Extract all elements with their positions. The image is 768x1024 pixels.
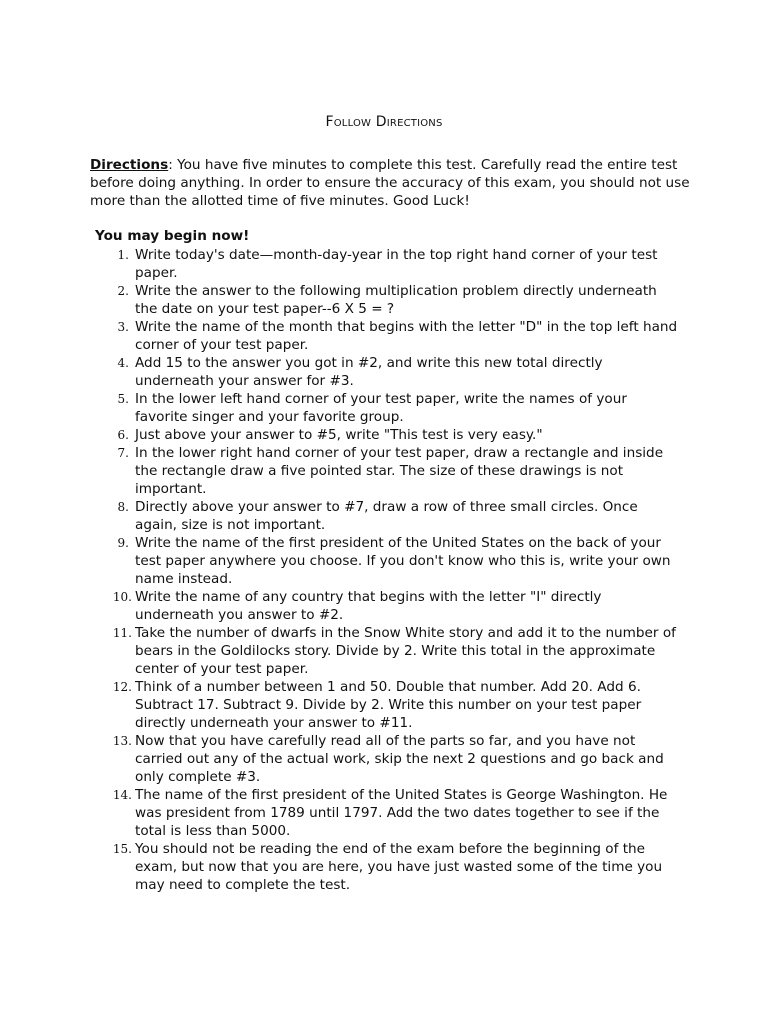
item-text: The name of the first president of the United States is George Washington. He was president from 1789 until 1797. Add the two dates together to see if the total is less than 5000.: [135, 787, 668, 839]
item-number: 5.: [117, 392, 129, 406]
item-text: Write the name of the first president of the United States on the back of your test paper anywhere you choose. If you don't know who this is, write your own name instead.: [135, 535, 671, 587]
item-number: 1.: [117, 248, 129, 262]
item-number: 13.: [112, 734, 132, 748]
list-item: [117, 390, 683, 426]
instruction-list: [0, 246, 683, 894]
item-text: Directly above your answer to #7, draw a row of three small circles. Once again, size is not important.: [135, 499, 638, 533]
item-number: 11.: [112, 626, 132, 640]
page-title: Follow Directions: [325, 114, 443, 130]
item-text: Think of a number between 1 and 50. Double that number. Add 20. Add 6. Subtract 17. Subtract 9. Divide by 2. Write this number on your test paper directly underneath your answer to #11.: [135, 679, 642, 731]
item-number: 9.: [117, 536, 129, 550]
directions-paragraph: [90, 156, 690, 210]
list-item: [117, 318, 683, 354]
list-item: [117, 282, 683, 318]
list-item: [112, 732, 683, 786]
item-text: Just above your answer to #5, write "This test is very easy.": [135, 427, 543, 443]
list-item: [112, 588, 683, 624]
item-number: 3.: [117, 320, 129, 334]
item-text: Write the name of any country that begins with the letter "I" directly underneath you answer to #2.: [135, 589, 602, 623]
list-item: [117, 354, 683, 390]
item-number: 7.: [117, 446, 129, 460]
item-number: 2.: [117, 284, 129, 298]
item-number: 8.: [117, 500, 129, 514]
list-item: [117, 534, 683, 588]
item-text: Write the answer to the following multiplication problem directly underneath the date on your test paper--6 X 5 = ?: [135, 283, 657, 317]
item-text: Write the name of the month that begins with the letter "D" in the top left hand corner of your test paper.: [135, 319, 678, 353]
item-text: In the lower right hand corner of your test paper, draw a rectangle and inside the rectangle draw a five pointed star. The size of these drawings is not important.: [135, 445, 664, 497]
item-number: 14.: [112, 788, 132, 802]
begin-heading: You may begin now!: [95, 228, 250, 244]
list-item: [117, 498, 683, 534]
list-item: [112, 624, 683, 678]
item-text: Take the number of dwarfs in the Snow White story and add it to the number of bears in the Goldilocks story. Divide by 2. Write this total in the approximate center of your test paper.: [135, 625, 676, 677]
item-text: Write today's date—month-day-year in the top right hand corner of your test paper.: [135, 247, 658, 281]
item-number: 15.: [112, 842, 132, 856]
item-text: Now that you have carefully read all of the parts so far, and you have not carried out any of the actual work, skip the next 2 questions and go back and only complete #3.: [135, 733, 664, 785]
list-item: [117, 426, 683, 444]
item-text: In the lower left hand corner of your test paper, write the names of your favorite singer and your favorite group.: [135, 391, 627, 425]
list-item: [117, 246, 683, 282]
list-item: [112, 678, 683, 732]
item-number: 4.: [117, 356, 129, 370]
item-number: 12.: [112, 680, 132, 694]
item-number: 10.: [112, 590, 132, 604]
directions-text: : You have five minutes to complete this test. Carefully read the entire test before doing anything. In order to ensure the accuracy of this exam, you should not use more than the allotted time of five minutes. Good Luck!: [90, 157, 690, 209]
item-number: 6.: [117, 428, 129, 442]
item-text: Add 15 to the answer you got in #2, and write this new total directly underneath your answer for #3.: [135, 355, 603, 389]
list-item: [112, 840, 683, 894]
list-item: [117, 444, 683, 498]
directions-label: Directions: [90, 157, 169, 173]
list-item: [112, 786, 683, 840]
item-text: You should not be reading the end of the exam before the beginning of the exam, but now that you are here, you have just wasted some of the time you may need to complete the test.: [135, 841, 663, 893]
